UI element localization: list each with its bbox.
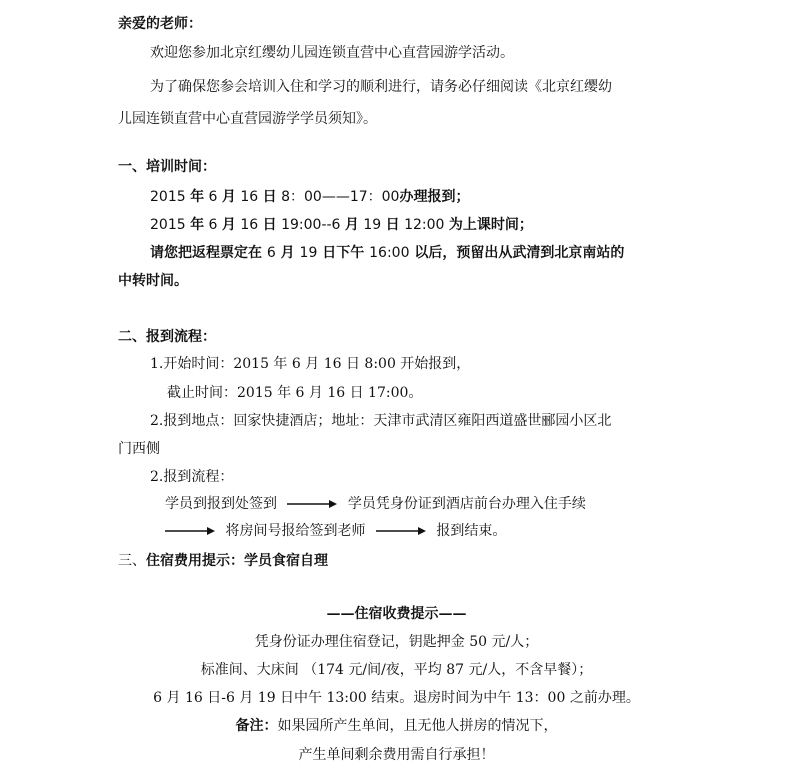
time: 12:00 xyxy=(404,217,445,233)
lodging-line-2: 标准间、大床间 （174 元/间/夜，平均 87 元/人，不含早餐）； xyxy=(200,662,593,678)
flow-step: 学员凭身份证到酒店前台办理入住手续 xyxy=(347,496,586,512)
month: 6 xyxy=(208,189,218,205)
section-title: 住宿费用提示：学员食宿自理 xyxy=(146,553,328,569)
section3-heading xyxy=(118,552,328,570)
process-title: 2.报到流程： xyxy=(150,469,234,485)
location-line-1: 2.报到地点：回家快捷酒店；地址：天津市武清区雍阳西道盛世郦园小区北 xyxy=(150,413,612,429)
location-line-2: 门西侧 xyxy=(118,441,160,457)
time: 19:00--6 xyxy=(281,217,341,233)
day: 16 xyxy=(240,189,259,205)
month: 6 xyxy=(266,245,276,261)
remark-text: 如果园所产生单间，且无他人拼房的情况下， xyxy=(277,718,558,734)
flow-step: 将房间号报给签到老师 xyxy=(225,523,366,539)
flow-step: 报到结束。 xyxy=(436,523,507,539)
start-time: 1.开始时间：2015 年 6 月 16 日 8:00 开始报到， xyxy=(150,356,471,372)
remark-label: 备注： xyxy=(235,718,278,734)
day: 16 xyxy=(240,217,259,233)
flow-step: 学员到报到处签到 xyxy=(165,496,277,512)
text: 办理报到； xyxy=(399,189,470,205)
arrow-right-icon xyxy=(376,526,426,536)
unit: 月 xyxy=(221,217,236,233)
lodging-remark xyxy=(0,717,793,735)
unit: 日 xyxy=(385,217,400,233)
unit: 日 xyxy=(262,217,277,233)
text: 为上课时间； xyxy=(448,217,533,233)
unit: 年 xyxy=(190,189,205,205)
intro-line-2: 为了确保您参会培训入住和学习的顺利进行，请务必仔细阅读《北京红缨幼 xyxy=(150,79,612,95)
notice-text: 日下午 xyxy=(322,245,365,261)
end-time: 截止时间：2015 年 6 月 16 日 17:00。 xyxy=(167,385,423,401)
section-number: 三、 xyxy=(118,553,146,569)
notice-text: 请您把返程票定在 xyxy=(150,245,262,261)
unit: 年 xyxy=(190,217,205,233)
arrow-right-icon xyxy=(165,526,215,536)
unit: 月 xyxy=(344,217,359,233)
time: 16:00 xyxy=(369,245,410,261)
notice-text: 以后，预留出从武清到北京南站的 xyxy=(414,245,625,261)
schedule-item-1 xyxy=(150,188,469,206)
month: 6 xyxy=(208,217,218,233)
year: 2015 xyxy=(150,217,186,233)
flow-row-1 xyxy=(165,495,586,513)
schedule-item-2 xyxy=(150,216,533,234)
return-ticket-notice-2: 中转时间。 xyxy=(118,273,188,289)
unit: 月 xyxy=(280,245,295,261)
unit: 月 xyxy=(221,189,236,205)
lodging-line-1: 凭身份证办理住宿登记，钥匙押金 50 元/人； xyxy=(254,634,539,650)
lodging-line-5: 产生单间剩余费用需自行承担！ xyxy=(298,747,495,763)
return-ticket-notice xyxy=(150,244,624,262)
intro-line-1: 欢迎您参加北京红缨幼儿园连锁直营中心直营园游学活动。 xyxy=(150,45,514,61)
flow-row-2 xyxy=(165,522,506,540)
day: 19 xyxy=(363,217,382,233)
time: 8：00——17：00 xyxy=(281,189,400,205)
section1-heading: 一、培训时间： xyxy=(118,159,216,175)
lodging-line-3: 6 月 16 日-6 月 19 日中午 13:00 结束。退房时间为中午 13：00 之前办理。 xyxy=(153,690,640,706)
year: 2015 xyxy=(150,189,186,205)
intro-line-3: 儿园连锁直营中心直营园游学学员须知》。 xyxy=(118,111,377,127)
greeting: 亲爱的老师： xyxy=(118,16,202,32)
lodging-title: ——住宿收费提示—— xyxy=(326,606,467,622)
unit: 日 xyxy=(262,189,277,205)
arrow-right-icon xyxy=(287,499,337,509)
section2-heading: 二、报到流程： xyxy=(118,329,216,345)
day: 19 xyxy=(299,245,318,261)
